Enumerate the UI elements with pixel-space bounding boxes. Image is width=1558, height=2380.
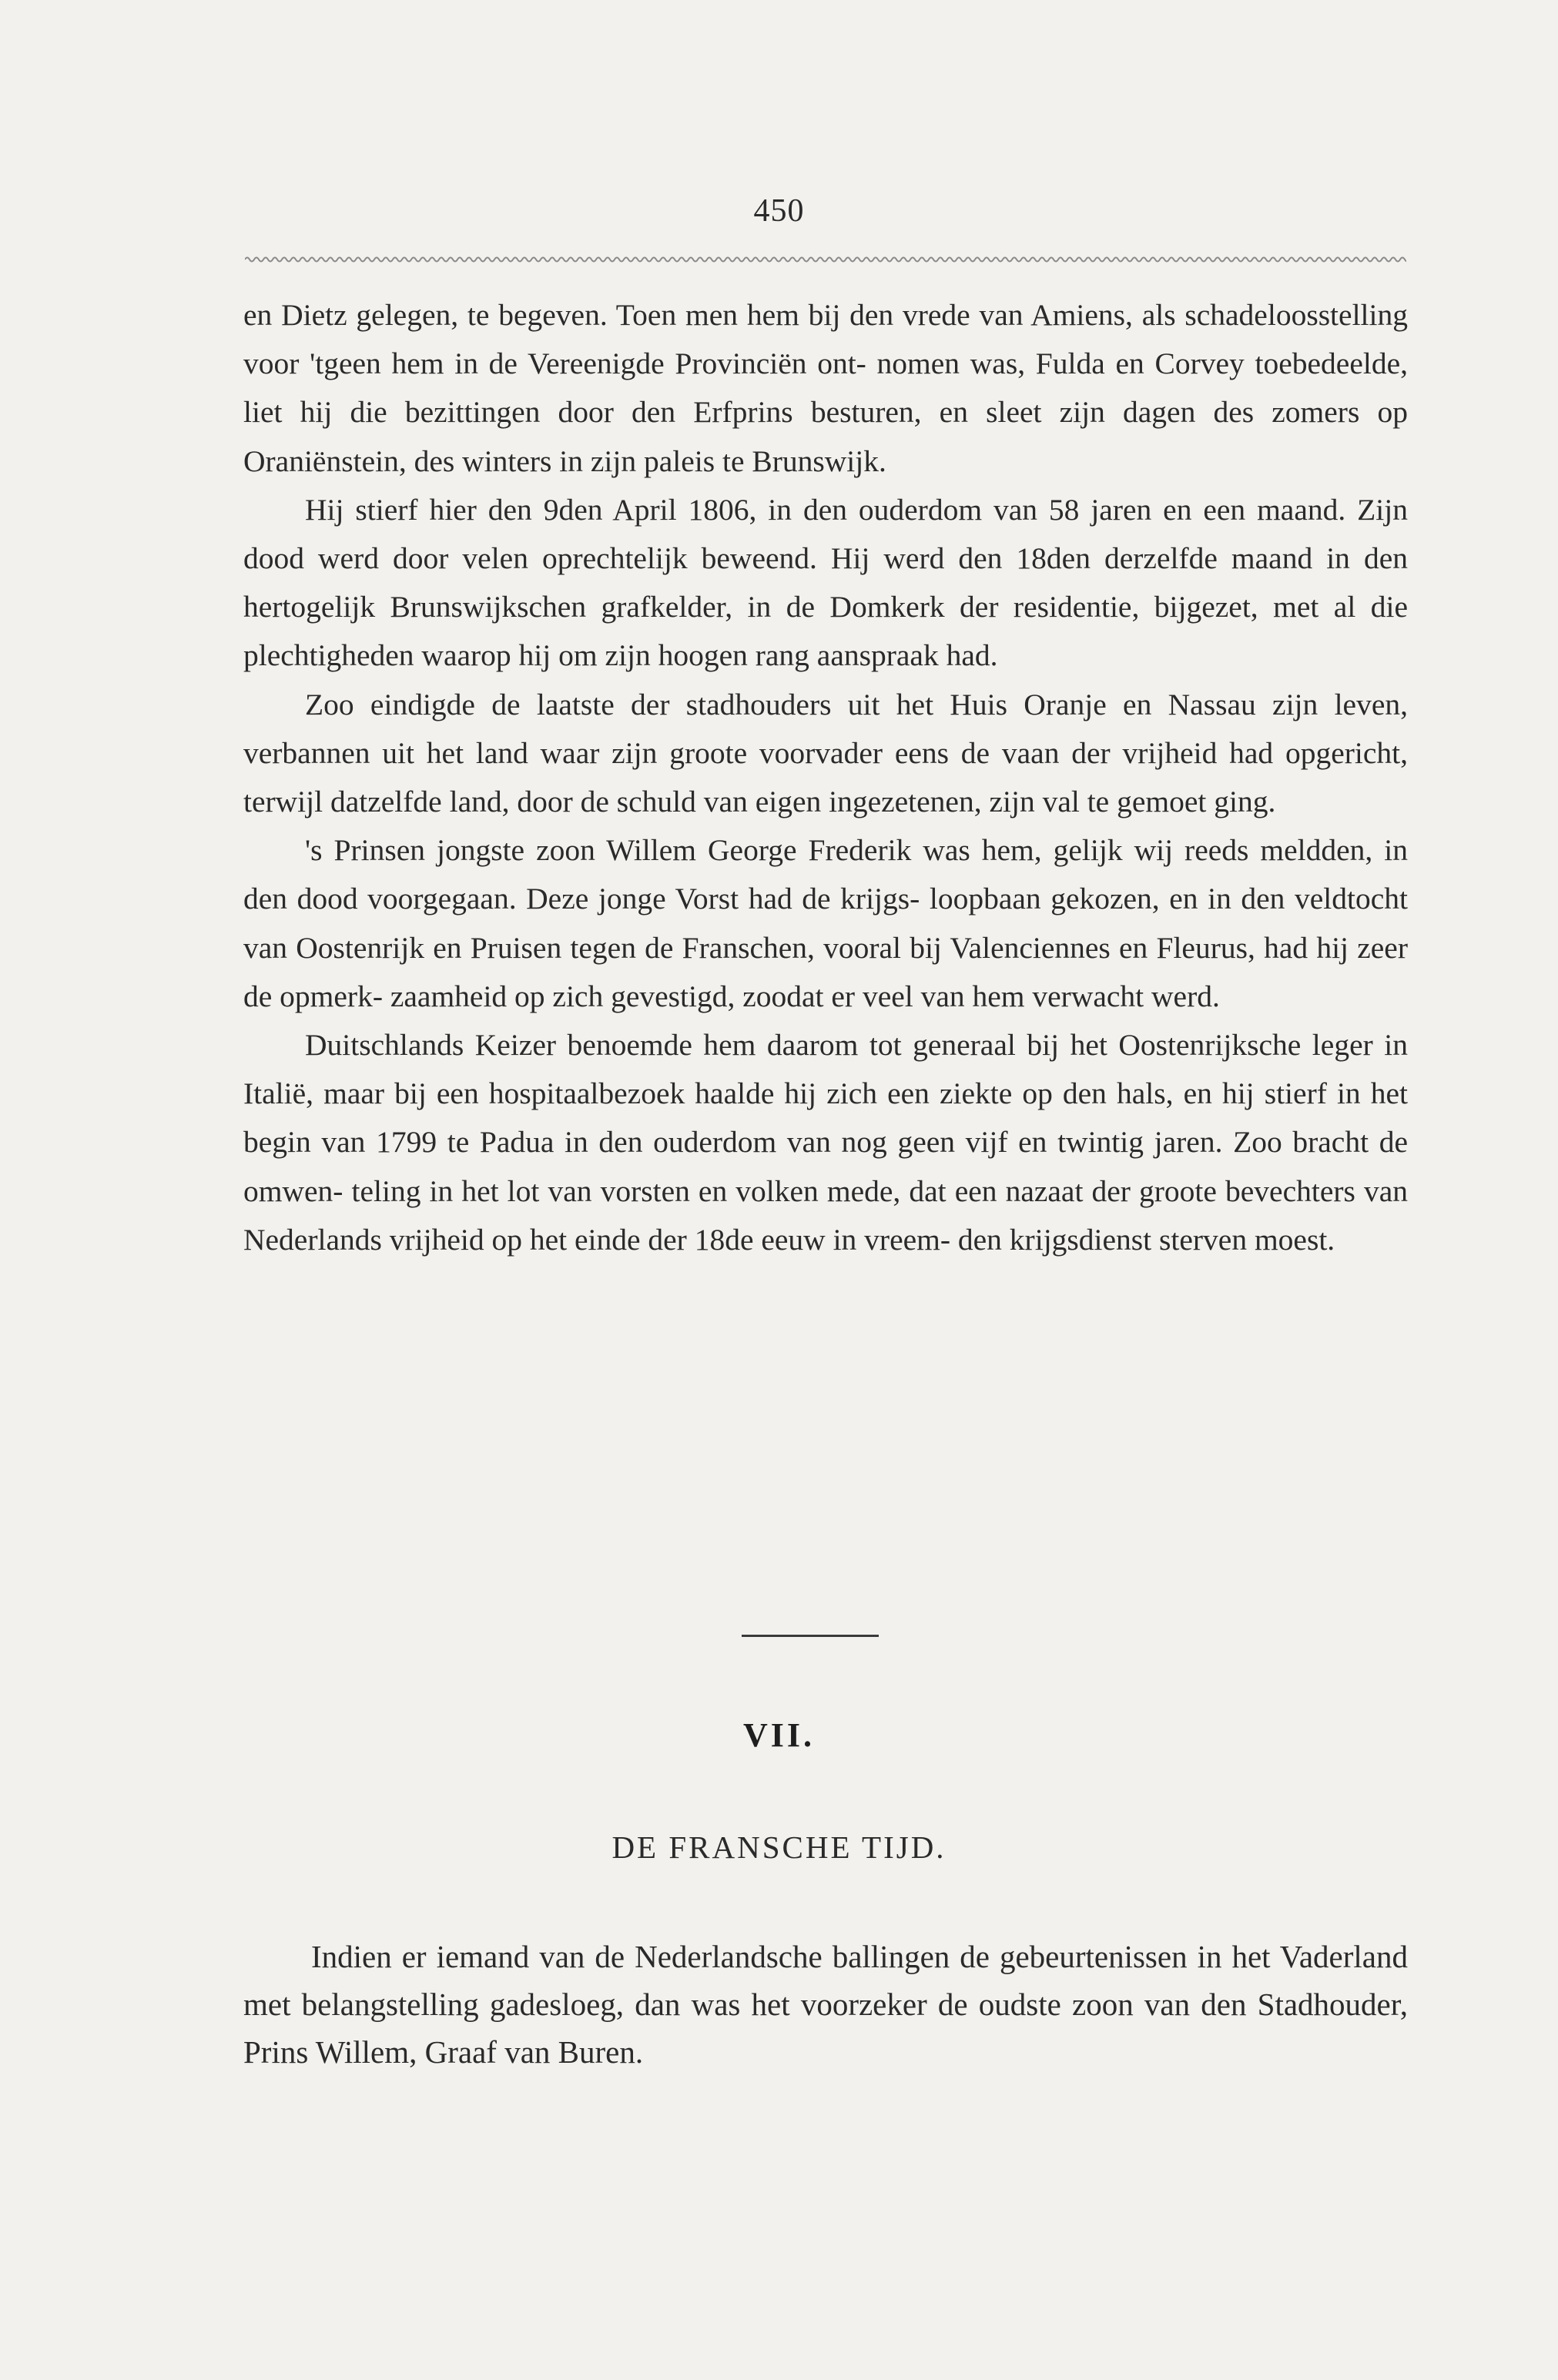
body-text (243, 291, 1408, 1264)
paragraph-5: Duitschlands Keizer benoemde hem daarom tot generaal bij het Oostenrijksche leger in Italië, maar bij een hospitaalbezoek haalde hij zich een ziekte op den hals, en hij stierf in het begin van 1799 te Padua in den ouderdom van nog geen vijf en twintig jaren. Zoo bracht de omwen- teling in het lot van vorsten en volken mede, dat een nazaat der groote bevechters van Nederlands vrijheid op het einde der 18de eeuw in vreem- den krijgsdienst sterven moest. (243, 1028, 1408, 1257)
header-wavy-rule (245, 254, 1406, 265)
paragraph-1: en Dietz gelegen, te begeven. Toen men hem bij den vrede van Amiens, als schadeloosstelling voor 'tgeen hem in de Vereenigde Provinciën ont- nomen was, Fulda en Corvey toebedeelde, liet hij die bezittingen door den Erfprins besturen, en sleet zijn dagen des zomers op Oraniënstein, des winters in zijn paleis te Brunswijk. (243, 298, 1408, 478)
chapter-opening-text (243, 1933, 1408, 2076)
chapter-opening-paragraph: Indien er iemand van de Nederlandsche ballingen de gebeurtenissen in het Vaderland met belangstelling gadesloeg, dan was het voorzeker de oudste zoon van den Stadhouder, Prins Willem, Graaf van Buren. (243, 1939, 1408, 2070)
paragraph-4: 's Prinsen jongste zoon Willem George Frederik was hem, gelijk wij reeds meldden, in den dood voorgegaan. Deze jonge Vorst had de krijgs- loopbaan gekozen, en in den veldtocht van Oostenrijk en Pruisen tegen de Franschen, vooral bij Valenciennes en Fleurus, had hij zeer de opmerk- zaamheid op zich gevestigd, zoodat er veel van hem verwacht werd. (243, 833, 1408, 1013)
paragraph-2: Hij stierf hier den 9den April 1806, in den ouderdom van 58 jaren en een maand. Zijn dood werd door velen oprechtelijk beweend. Hij werd den 18den derzelfde maand in den hertogelijk Brunswijkschen grafkelder, in de Domkerk der residentie, bijgezet, met al die plechtigheden waarop hij om zijn hoogen rang aanspraak had. (243, 492, 1408, 673)
chapter-number: VII. (742, 1716, 816, 1754)
section-divider (742, 1635, 879, 1637)
paragraph-3: Zoo eindigde de laatste der stadhouders uit het Huis Oranje en Nassau zijn leven, verbannen uit het land waar zijn groote voorvader eens de vaan der vrijheid had opgericht, terwijl datzelfde land, door de schuld van eigen ingezetenen, zijn val te gemoet ging. (243, 687, 1408, 819)
page-number: 450 (753, 193, 805, 229)
chapter-title: DE FRANSCHE TIJD. (611, 1829, 947, 1865)
